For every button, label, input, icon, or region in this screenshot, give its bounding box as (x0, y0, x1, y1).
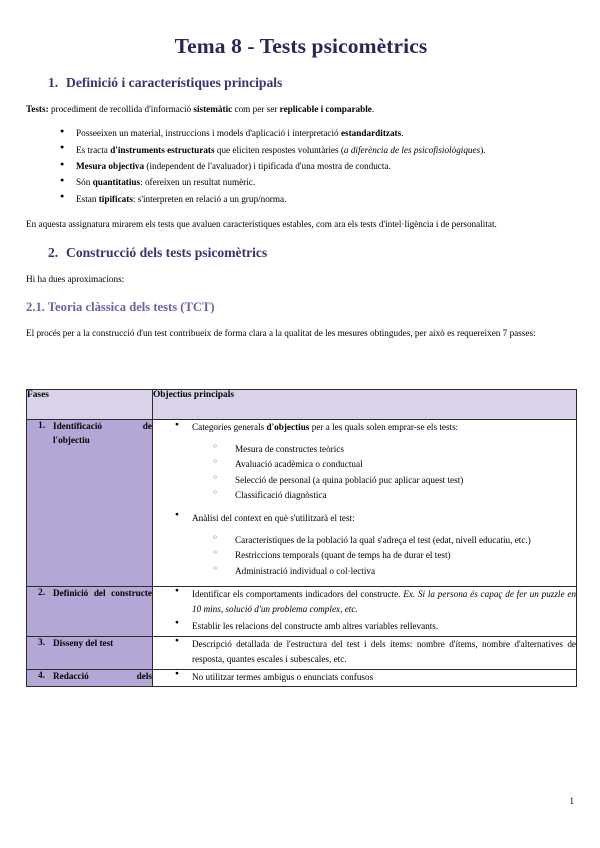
item-text-pre: Identificar els comportaments indicadors del constructe. (192, 588, 404, 599)
list-item: ○ Classificació diagnòstica (213, 488, 576, 503)
definition-end: . (371, 104, 375, 114)
item-text-post: : s'interpreten en relació a un grup/norma. (132, 193, 287, 204)
list-item: ○ Administració individual o col·lectiva (213, 564, 576, 579)
list-item: ○ Mesura de constructes teòrics (213, 442, 576, 457)
phase-cell (27, 636, 153, 669)
definition-rest-1: procediment de recollida d'informació (48, 104, 194, 114)
table-row (27, 636, 577, 669)
definition-bold-1: sistemàtic (193, 104, 233, 114)
phase-number: 3. (38, 636, 45, 647)
item-text-pre: Estan (76, 193, 99, 204)
objectives-cell (153, 669, 577, 687)
page-title: Tema 8 - Tests psicomètrics (174, 34, 428, 58)
list-item: ○ Avaluació acadèmica o conductual (213, 457, 576, 472)
phase-cell (27, 586, 153, 636)
list-item (175, 587, 576, 617)
list-item (175, 511, 576, 579)
item-text-pre: Posseeixen un material, instruccions i models d'aplicació i interpretació (76, 128, 341, 139)
phase-cell (27, 669, 153, 687)
table-row (27, 420, 577, 587)
item-text-italic: a diferència de les psicofisiològiques (343, 144, 481, 155)
definition-rest-2: com per ser (232, 104, 280, 114)
item-text-bold: Mesura objectiva (76, 161, 145, 172)
list-item (60, 143, 576, 158)
phase-cell (27, 420, 153, 587)
objectives-list (153, 670, 576, 685)
list-item: ○ Selecció de personal (a quina població puc aplicar aquest test) (213, 473, 576, 488)
list-item (175, 670, 576, 685)
objectives-list (153, 587, 576, 634)
item-text-italic: Ex. Si la persona és capaç de fer un puzzle en 10 mins, solució d'un problema complex, etc. (192, 588, 576, 614)
list-item (60, 192, 576, 207)
item-text-pre: Són (76, 177, 93, 188)
table-row (27, 586, 577, 636)
list-item (60, 175, 576, 190)
item-text-bold: d'objectius (266, 422, 310, 432)
item-text-bold: quantitatius (92, 177, 141, 188)
item-text-pre: Es tracta (76, 144, 111, 155)
sub-objectives-list (175, 533, 576, 579)
phase-name: Disseny del test (53, 637, 114, 648)
list-item (175, 637, 576, 667)
subsection-heading-2-1: 2.1. Teoria clàssica dels tests (TCT) (26, 300, 215, 315)
closing-paragraph: En aquesta assignatura mirarem els tests que avaluen característiques estables, com ara els tests d'intel·ligència i de personalitat. (26, 218, 497, 229)
column-header-fases: Fases (27, 390, 153, 420)
phase-number: 1. (38, 420, 45, 430)
list-item (175, 420, 576, 504)
item-text-post: (independent de l'avaluador) i tipificada d'una mostra de conducta. (144, 161, 391, 172)
objectives-cell (153, 636, 577, 669)
list-item: ○ Restriccions temporals (quant de temps ha de durar el test) (213, 548, 576, 563)
item-text-bold: tipificats (98, 193, 133, 204)
item-text-post: . (401, 128, 404, 139)
definition-lead: Tests: (26, 104, 49, 114)
sub-objectives-list (175, 442, 576, 504)
item-text-pre: Categories generals (192, 422, 267, 432)
item-text-post: per a les quals solen emprar-se els tests: (309, 422, 459, 432)
phase-name: Definició del constructe (53, 587, 152, 598)
section-heading-1 (26, 75, 576, 91)
item-text-pre: Establir les relacions del constructe amb altres variables rellevants. (192, 620, 439, 631)
approaches-paragraph: Hi ha dues aproximacions: (26, 274, 125, 285)
section-number-2: 2. (48, 245, 59, 261)
list-item (60, 159, 576, 174)
list-item (175, 619, 576, 634)
item-text-bold: estandarditzats (340, 128, 402, 139)
process-paragraph: El procés per a la construcció d'un test contribueix de forma clara a la qualitat de les mesures obtingudes, per això es requereixen 7 passes: (26, 328, 536, 339)
phase-number: 4. (38, 669, 45, 680)
objectives-list (153, 420, 576, 579)
definition-bold-2: replicable i comparable (279, 104, 372, 114)
objectives-list (153, 637, 576, 667)
objectives-cell (153, 586, 577, 636)
phases-table (26, 389, 577, 687)
column-header-objectius: Objectius principals (153, 390, 577, 420)
item-text-pre: No utilitzar termes ambigus o enunciats confusos (192, 671, 374, 682)
characteristics-list (26, 126, 576, 207)
definition-paragraph (26, 102, 576, 116)
phase-name: Redacció dels (53, 670, 152, 681)
item-text-pre: Descripció detallada de l'estructura del test i dels ítems: nombre d'ítems, nombre d'alternatives de resposta, quantes escales i subescales, etc. (192, 638, 576, 664)
item-text-post: que eliciten respostes voluntàries ( (214, 144, 344, 155)
page-number: 1 (569, 796, 574, 806)
item-text-pre: Anàlisi del context en què s'utilitzarà el test: (192, 512, 355, 523)
table-header-row (27, 390, 577, 420)
section-title-1: Definició i característiques principals (66, 75, 283, 90)
list-item (60, 126, 576, 141)
section-heading-2 (26, 245, 576, 261)
phase-name: Identificació de l'objectiu (53, 421, 152, 445)
item-text-post: : ofereixen un resultat numèric. (140, 177, 256, 188)
list-item: ○ Característiques de la població la qual s'adreça el test (edat, nivell educatiu, etc.) (213, 533, 576, 548)
phase-number: 2. (38, 586, 45, 597)
section-number-1: 1. (48, 75, 59, 90)
objectives-cell (153, 420, 577, 587)
item-text-bold: d'instruments estructurats (110, 144, 215, 155)
item-text-tail: ). (480, 144, 486, 155)
section-title-2: Construcció dels tests psicomètrics (66, 245, 268, 261)
table-row (27, 669, 577, 687)
